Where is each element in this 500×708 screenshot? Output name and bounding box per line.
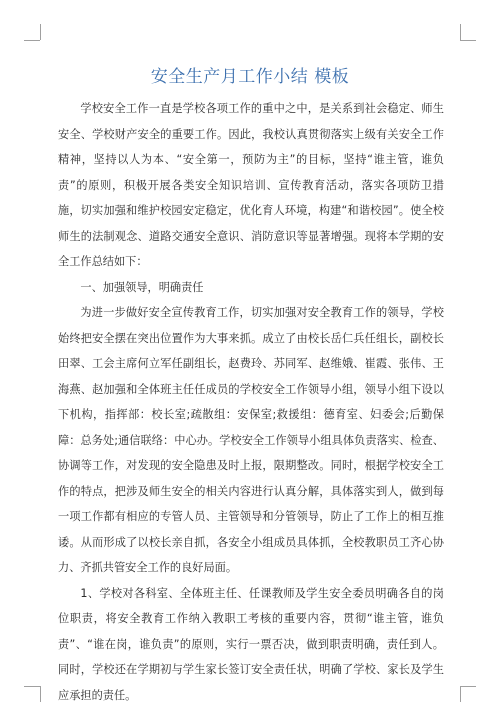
paragraph-leadership: 为进一步做好安全宣传教育工作，切实加强对安全教育工作的领导，学校始终把安全摆在突出位置作为大事来抓。成立了由校长岳仁兵任组长，副校长田翠、工会主席何立军任副组长，赵费玲、苏同军、赵维娥、崔霞、张伟、王海燕、赵加强和全体班主任任成员的学校安全工作领导小组，领导小组下设以下机构，指挥部：校长室;疏散组：安保室;救援组：德育室、妇委会;后勤保障：总务处;通信联络：中心办。学校安全工作领导小组具体负责落实、检查、协调等工作，对发现的安全隐患及时上报，限期整改。同时，根据学校安全工作的特点，把涉及师生安全的相关内容进行认真分解，具体落实到人，做到每一项工作都有相应的专管人员、主管领导和分管领导，防止了工作上的相互推诿。从而形成了以校长亲自抓，各安全小组成员具体抓，全校教职员工齐心协力、齐抓共管安全工作的良好局面。	[58, 300, 444, 581]
document-body	[58, 96, 444, 708]
paragraph-responsibility: 1、学校对各科室、全体班主任、任课教师及学生安全委员明确各自的岗位职责，将安全教育工作纳入教职工考核的重要内容，贯彻“谁主管，谁负责”、“谁在岗，谁负责”的原则，实行一票否决，做到职责明确，责任到人。同时，学校还在学期初与学生家长签订安全责任状，明确了学校、家长及学生应承担的责任。	[58, 581, 444, 708]
paragraph-intro: 学校安全工作一直是学校各项工作的重中之中，是关系到社会稳定、师生安全、学校财产安全的重要工作。因此，我校认真贯彻落实上级有关安全工作精神，坚持以人为本、“安全第一，预防为主”的目标，坚持“谁主管，谁负责”的原则，积极开展各类安全知识培训、宣传教育活动，落实各项防卫措施，切实加强和维护校园安定稳定，优化育人环境，构建“和谐校园”。使全校师生的法制观念、道路交通安全意识、消防意识等显著增强。现将本学期的安全工作总结如下：	[58, 96, 444, 275]
section-heading: 一、加强领导，明确责任	[58, 275, 444, 301]
document-title: 安全生产月工作小结 模板	[0, 62, 500, 87]
